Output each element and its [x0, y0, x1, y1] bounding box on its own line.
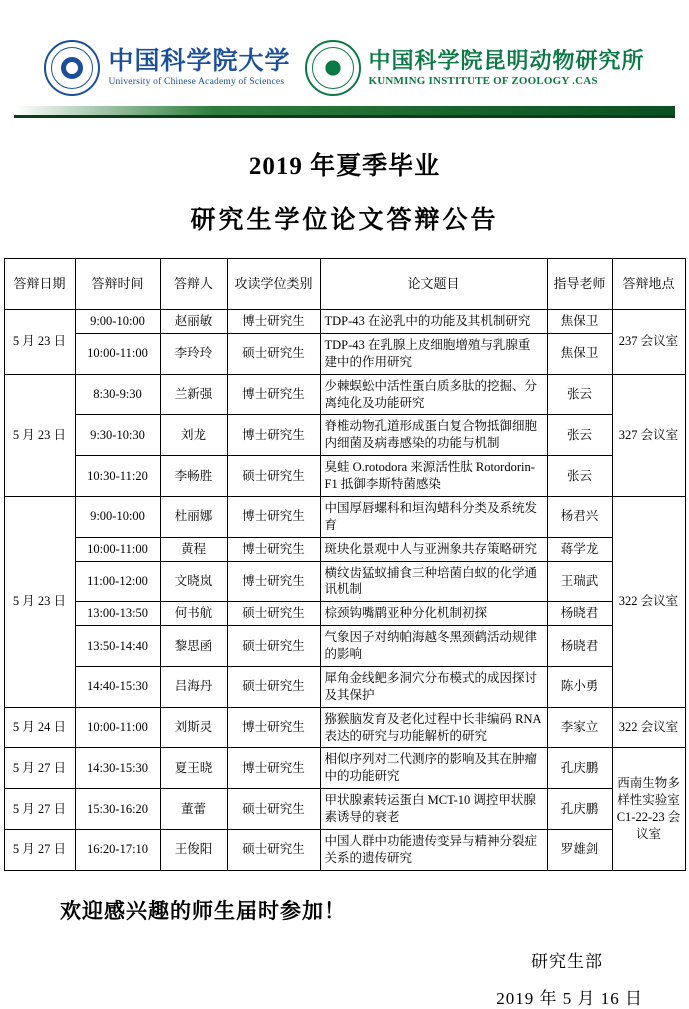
kiz-name-cn: 中国科学院昆明动物研究所 — [368, 48, 645, 74]
cell-time: 14:40-15:30 — [75, 666, 160, 707]
column-header-mentor: 指导老师 — [547, 259, 612, 310]
cell-time: 13:50-14:40 — [75, 626, 160, 667]
cell-mentor: 罗雄剑 — [547, 829, 612, 870]
table-row — [4, 707, 685, 748]
table-row — [4, 415, 685, 456]
table-row — [4, 561, 685, 602]
cell-degree: 博士研究生 — [227, 496, 320, 537]
cell-degree: 硕士研究生 — [227, 333, 320, 374]
cell-degree: 硕士研究生 — [227, 602, 320, 626]
cell-thesis-title: 猕猴脑发育及老化过程中长非编码 RNA 表达的研究与功能解析的研究 — [320, 707, 547, 748]
cell-person: 何书航 — [160, 602, 227, 626]
cell-person: 黄程 — [160, 537, 227, 561]
cell-mentor: 孔庆鹏 — [547, 789, 612, 830]
cell-mentor: 杨晓君 — [547, 602, 612, 626]
cell-place: 237 会议室 — [612, 310, 685, 375]
issue-date: 2019 年 5 月 16 日 — [496, 988, 643, 1008]
cell-date: 5 月 23 日 — [4, 374, 75, 496]
table-row — [4, 602, 685, 626]
cell-degree: 博士研究生 — [227, 310, 320, 334]
table-row — [4, 829, 685, 870]
cell-degree: 博士研究生 — [227, 707, 320, 748]
cell-time: 10:30-11:20 — [75, 456, 160, 497]
page-title-line2: 研究生学位论文答辩公告 — [190, 207, 499, 234]
cell-thesis-title: 中国厚唇螺科和垣沟蜡科分类及系统发育 — [320, 496, 547, 537]
cell-mentor: 焦保卫 — [547, 333, 612, 374]
cell-person: 吕海丹 — [160, 666, 227, 707]
ucas-name-en: University of Chinese Academy of Sciences — [108, 77, 285, 88]
cell-thesis-title: 相似序列对二代测序的影响及其在肿瘤中的功能研究 — [320, 748, 547, 789]
cell-person: 李玲玲 — [160, 333, 227, 374]
cell-degree: 博士研究生 — [227, 374, 320, 415]
column-header-thesis: 论文题目 — [320, 259, 547, 310]
kiz-logo — [305, 40, 645, 96]
cell-degree: 博士研究生 — [227, 537, 320, 561]
ucas-logo — [44, 40, 290, 96]
cell-place: 322 会议室 — [612, 707, 685, 748]
cell-person: 兰新强 — [160, 374, 227, 415]
divider-green-band — [14, 106, 675, 115]
cell-time: 10:00-11:00 — [75, 537, 160, 561]
table-row — [4, 333, 685, 374]
cell-thesis-title: 中国人群中功能遗传变异与精神分裂症关系的遗传研究 — [320, 829, 547, 870]
cell-time: 15:30-16:20 — [75, 789, 160, 830]
cell-place: 西南生物多样性实验室 C1-22-23 会议室 — [612, 748, 685, 870]
cell-thesis-title: TDP-43 在泌乳中的功能及其机制研究 — [320, 310, 547, 334]
cell-person: 李畅胜 — [160, 456, 227, 497]
cell-mentor: 孔庆鹏 — [547, 748, 612, 789]
cell-mentor: 张云 — [547, 415, 612, 456]
cell-person: 杜丽娜 — [160, 496, 227, 537]
ucas-seal-icon — [44, 40, 100, 96]
cell-date: 5 月 23 日 — [4, 310, 75, 375]
table-row — [4, 748, 685, 789]
cell-date: 5 月 27 日 — [4, 829, 75, 870]
cell-thesis-title: 少棘蜈蚣中活性蛋白质多肽的挖掘、分离纯化及功能研究 — [320, 374, 547, 415]
cell-mentor: 李家立 — [547, 707, 612, 748]
cell-time: 11:00-12:00 — [75, 561, 160, 602]
cell-mentor: 杨晓君 — [547, 626, 612, 667]
cell-thesis-title: 横纹齿猛蚁捕食三种培菌白蚁的化学通讯机制 — [320, 561, 547, 602]
table-header-row — [4, 259, 685, 310]
table-row — [4, 456, 685, 497]
ucas-name-cn: 中国科学院大学 — [108, 47, 291, 75]
cell-person: 董蕾 — [160, 789, 227, 830]
welcome-note: 欢迎感兴趣的师生届时参加！ — [60, 898, 346, 923]
header-divider — [0, 106, 689, 120]
column-header-place: 答辩地点 — [612, 259, 685, 310]
cell-thesis-title: 棕颈钩嘴鹛亚种分化机制初探 — [320, 602, 547, 626]
cell-mentor: 焦保卫 — [547, 310, 612, 334]
table-row — [4, 310, 685, 334]
cell-degree: 硕士研究生 — [227, 829, 320, 870]
cell-person: 刘斯灵 — [160, 707, 227, 748]
cell-mentor: 张云 — [547, 374, 612, 415]
cell-degree: 硕士研究生 — [227, 789, 320, 830]
cell-date: 5 月 27 日 — [4, 789, 75, 830]
cell-thesis-title: 臭蛙 O.rotodora 来源活性肽 Rotordorin-F1 抵御李斯特菌感染 — [320, 456, 547, 497]
cell-degree: 博士研究生 — [227, 415, 320, 456]
cell-place: 322 会议室 — [612, 496, 685, 707]
cell-mentor: 蒋学龙 — [547, 537, 612, 561]
cell-person: 夏王晓 — [160, 748, 227, 789]
kiz-name-en: KUNMING INSTITUTE OF ZOOLOGY .CAS — [368, 74, 598, 87]
cell-date: 5 月 27 日 — [4, 748, 75, 789]
cell-date: 5 月 24 日 — [4, 707, 75, 748]
cell-time: 9:00-10:00 — [75, 496, 160, 537]
table-row — [4, 626, 685, 667]
cell-person: 刘龙 — [160, 415, 227, 456]
kiz-seal-icon — [305, 40, 361, 96]
cell-degree: 博士研究生 — [227, 748, 320, 789]
column-header-date: 答辩日期 — [4, 259, 75, 310]
cell-time: 14:30-15:30 — [75, 748, 160, 789]
cell-thesis-title: 气象因子对纳帕海越冬黑颈鹤活动规律的影响 — [320, 626, 547, 667]
cell-time: 10:00-11:00 — [75, 333, 160, 374]
table-row — [4, 789, 685, 830]
column-header-time: 答辩时间 — [75, 259, 160, 310]
table-row — [4, 666, 685, 707]
cell-time: 16:20-17:10 — [75, 829, 160, 870]
cell-degree: 硕士研究生 — [227, 626, 320, 667]
cell-time: 9:00-10:00 — [75, 310, 160, 334]
page-title-line1: 2019 年夏季毕业 — [248, 153, 441, 180]
cell-thesis-title: 甲状腺素转运蛋白 MCT-10 调控甲状腺素诱导的衰老 — [320, 789, 547, 830]
cell-degree: 硕士研究生 — [227, 666, 320, 707]
document-header — [0, 0, 689, 96]
cell-date: 5 月 23 日 — [4, 496, 75, 707]
issuing-department: 研究生部 — [531, 951, 603, 971]
cell-person: 王俊阳 — [160, 829, 227, 870]
cell-mentor: 张云 — [547, 456, 612, 497]
cell-mentor: 王瑞武 — [547, 561, 612, 602]
cell-thesis-title: 斑块化景观中人与亚洲象共存策略研究 — [320, 537, 547, 561]
cell-person: 文晓岚 — [160, 561, 227, 602]
cell-degree: 博士研究生 — [227, 561, 320, 602]
defense-schedule-table — [4, 258, 686, 871]
cell-time: 9:30-10:30 — [75, 415, 160, 456]
column-header-person: 答辩人 — [160, 259, 227, 310]
cell-person: 黎思函 — [160, 626, 227, 667]
cell-mentor: 杨君兴 — [547, 496, 612, 537]
divider-dark-band — [14, 115, 675, 118]
column-header-degree: 攻读学位类别 — [227, 259, 320, 310]
cell-place: 327 会议室 — [612, 374, 685, 496]
cell-degree: 硕士研究生 — [227, 456, 320, 497]
cell-time: 8:30-9:30 — [75, 374, 160, 415]
cell-time: 13:00-13:50 — [75, 602, 160, 626]
table-row — [4, 496, 685, 537]
cell-thesis-title: 脊椎动物孔道形成蛋白复合物抵御细胞内细菌及病毒感染的功能与机制 — [320, 415, 547, 456]
cell-thesis-title: TDP-43 在乳腺上皮细胞增殖与乳腺重建中的作用研究 — [320, 333, 547, 374]
cell-time: 10:00-11:00 — [75, 707, 160, 748]
cell-person: 赵丽敏 — [160, 310, 227, 334]
cell-mentor: 陈小勇 — [547, 666, 612, 707]
cell-thesis-title: 犀角金线鲃多洞穴分布模式的成因探讨及其保护 — [320, 666, 547, 707]
table-row — [4, 374, 685, 415]
table-row — [4, 537, 685, 561]
